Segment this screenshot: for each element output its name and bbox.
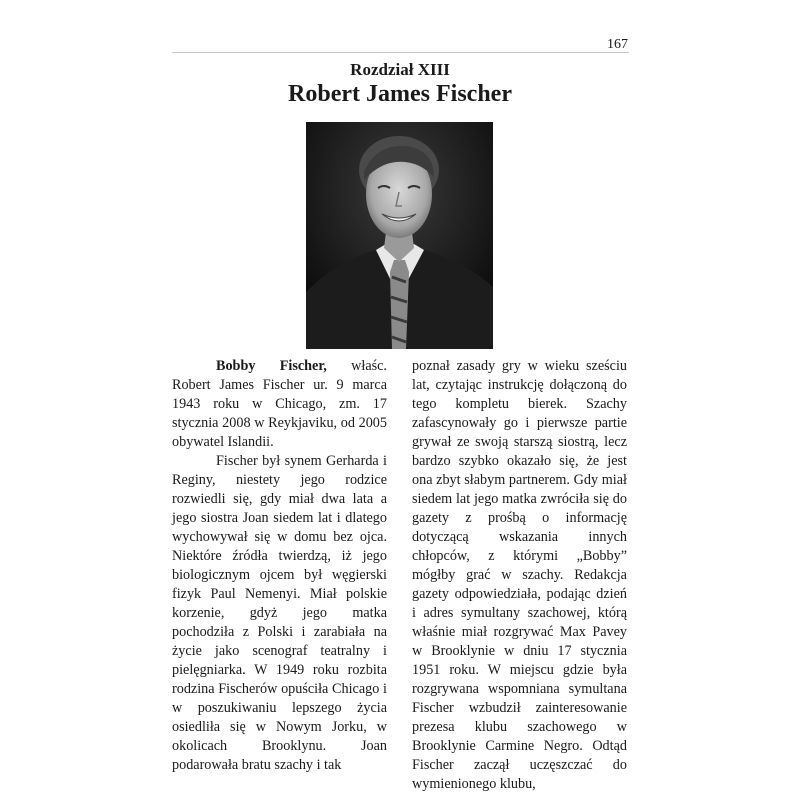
text-column-right: [412, 357, 627, 794]
page-number: 167: [607, 37, 628, 52]
chapter-label: Rozdział XIII: [350, 60, 450, 79]
text-column-left: [172, 357, 387, 775]
lead-name: Bobby Fischer,: [216, 358, 327, 374]
portrait-photo: [306, 122, 493, 349]
paragraph-text: właśc. Robert James Fischer ur. 9 marca 1943 roku w Chicago, zm. 17 stycznia 2008 w Reykjaviku, od 2005 obywatel Islandii.: [172, 358, 387, 450]
chapter-title: Robert James Fischer: [288, 81, 512, 107]
paragraph: poznał zasady gry w wieku sześciu lat, czytając instrukcję dołączoną do tego kompletu bierek. Szachy zafascynowały go i pierwsze partie grywał ze swoją starszą siostrą, lecz bardzo szybko okazało się, że jest ona zbyt słabym partnerem. Gdy miał siedem lat jego matka zwróciła się do gazety z prośbą o informację dotyczącą wskazania innych chłopców, z którymi „Bobby” mógłby grać w szachy. Redakcja gazety odpowiedziała, podając dzień i adres symultany szachowej, którą właśnie miał rozgrywać Max Pavey w Brooklynie w dniu 17 stycznia 1951 roku. W miejscu gdzie była rozgrywana wspomniana symultana Fischer wzbudził zainteresowanie prezesa klubu szachowego w Brooklynie Carmine Negro. Odtąd Fischer zaczął uczęszczać do wymienionego klubu,: [412, 358, 627, 792]
paragraph: Fischer był synem Gerharda i Reginy, niestety jego rodzice rozwiedli się, gdy miał dwa lata a jego siostra Joan siedem lat i dlatego wychowywał się w domu bez ojca. Niektóre źródła twierdzą, iż jego biologicznym ojcem był węgierski fizyk Paul Nemenyi. Miał polskie korzenie, gdyż jego matka pochodziła z Polski i zarabiała na życie jako scenograf teatralny i pielęgniarka. W 1949 roku rozbita rodzina Fischerów opuściła Chicago i w poszukiwaniu lepszego życia osiedliła się w Nowym Jorku, w okolicach Brooklynu. Joan podarowała bratu szachy i tak: [172, 453, 387, 773]
paragraph: [172, 357, 387, 452]
header-rule: [172, 52, 629, 53]
